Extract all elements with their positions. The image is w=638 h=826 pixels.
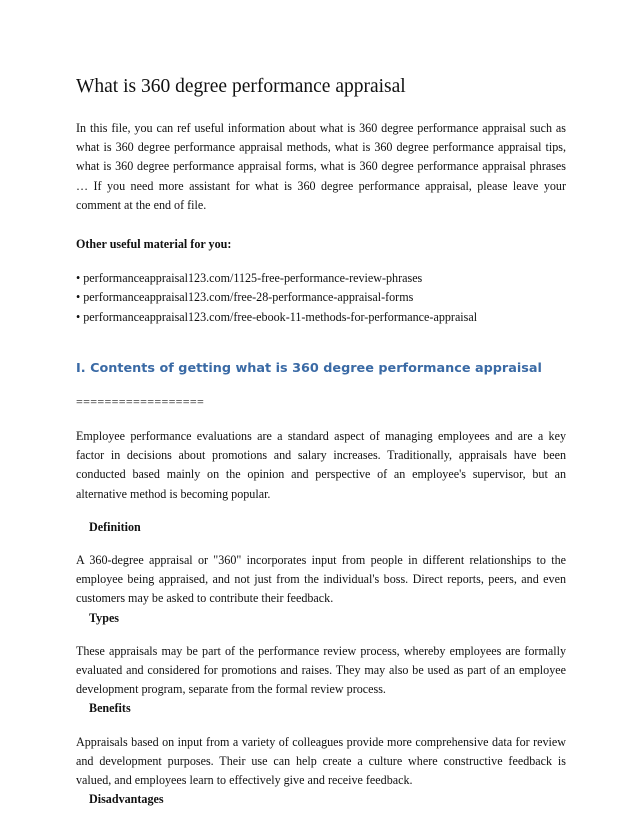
section-intro-paragraph: Employee performance evaluations are a standard aspect of managing employees and are a key factor in decisions about promotions and salary increases. Traditionally, appraisals have been conducted based mainly on the opinion and perspective of an employee's supervisor, but an alternative method is becoming popular.	[76, 429, 566, 501]
spacer	[76, 412, 566, 427]
link-item-appraisal-forms[interactable]: • performanceappraisal123.com/free-28-performance-appraisal-forms	[76, 290, 414, 305]
benefits-paragraph: Appraisals based on input from a variety of colleagues provide more comprehensive data for review and development purposes. Their use can help create a culture where constructive feedback is valued, and employees learn to effectively give and receive feedback.	[76, 734, 566, 788]
spacer	[76, 719, 566, 733]
intro-paragraph: In this file, you can ref useful information about what is 360 degree performance appraisal such as what is 360 degree performance appraisal methods, what is 360 degree performance appraisal tips, what is 360 degree performance appraisal forms, what is 360 degree performance appraisal phrases … If you need more assistant for what is 360 degree performance appraisal, please leave your comment at the end of file.	[76, 121, 566, 212]
link-item-ebook-methods[interactable]: • performanceappraisal123.com/free-ebook-11-methods-for-performance-appraisal	[76, 309, 478, 324]
benefits-label: Benefits	[89, 701, 131, 716]
definition-label: Definition	[89, 519, 141, 534]
spacer	[76, 504, 566, 518]
separator-line: ==================	[76, 394, 205, 409]
types-paragraph: These appraisals may be part of the performance review process, whereby employees are formally evaluated and considered for promotions and raises. They may also be used as part of an employee development program, separate from the formal review process.	[76, 643, 566, 697]
spacer	[76, 215, 566, 235]
spacer	[76, 537, 566, 551]
definition-paragraph: A 360-degree appraisal or "360" incorporates input from people in different relationships to the employee being appraised, and not just from the individual's boss. Direct reports, peers, and even customers may be asked to contribute their feedback.	[76, 553, 566, 606]
spacer	[76, 254, 566, 269]
spacer	[76, 379, 566, 393]
section-heading: I. Contents of getting what is 360 degree performance appraisal	[76, 360, 542, 376]
disadvantages-label: Disadvantages	[89, 792, 164, 807]
link-item-review-phrases[interactable]: • performanceappraisal123.com/1125-free-performance-review-phrases	[76, 271, 423, 286]
document-title: What is 360 degree performance appraisal	[76, 76, 406, 97]
spacer	[76, 628, 566, 642]
types-label: Types	[89, 610, 120, 625]
spacer	[76, 327, 566, 359]
link-list	[76, 269, 566, 327]
other-material-label: Other useful material for you:	[76, 237, 232, 252]
